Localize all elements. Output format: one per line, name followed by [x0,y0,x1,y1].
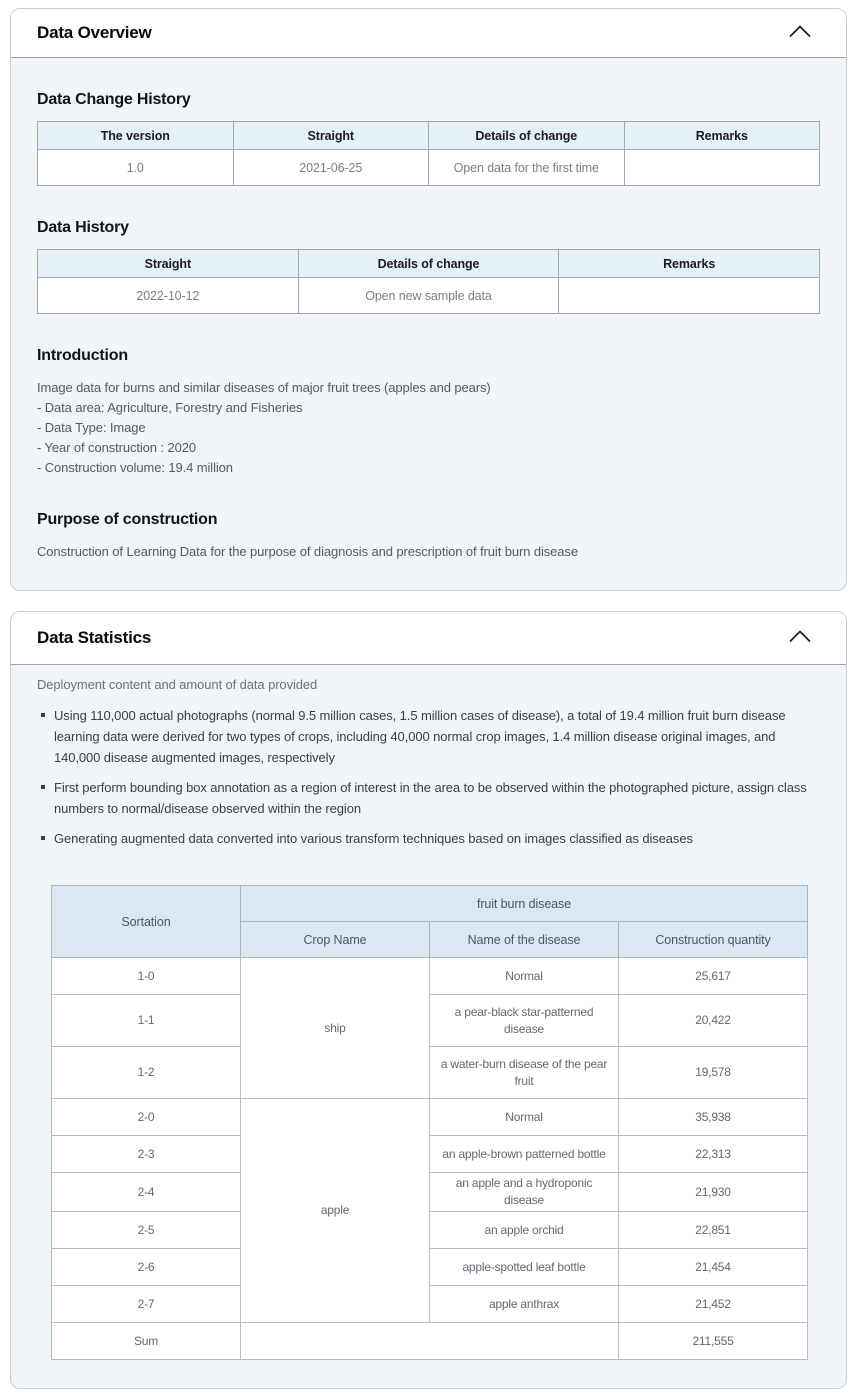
quantity-cell: 25,617 [619,958,808,995]
statistics-group-header-row [52,886,808,922]
sum-quantity-cell: 211,555 [619,1323,808,1360]
sortation-cell: 2-4 [52,1173,241,1212]
sortation-cell: 2-7 [52,1286,241,1323]
disease-cell: a pear-black star-patterned disease [430,995,619,1047]
sortation-cell: 1-0 [52,958,241,995]
statistics-table-wrap [37,858,820,1360]
data-overview-title: Data Overview [37,23,152,42]
purpose-heading: Purpose of construction [37,511,218,528]
intro-line: - Year of construction : 2020 [37,440,196,455]
bullet-item: First perform bounding box annotation as a region of interest in the area to be observed within the photographed picture, assign class numbers to normal/disease observed within the region [37,777,820,819]
sortation-cell: 2-6 [52,1249,241,1286]
sum-row [52,1323,808,1360]
table-row [52,1047,808,1099]
intro-line: - Data Type: Image [37,420,146,435]
table-row [52,1136,808,1173]
data-overview-header [11,9,846,58]
column-header: Straight [38,250,299,278]
details-cell: Open new sample data [298,278,559,314]
change-history-header-row [38,122,820,150]
group-header-fruit-burn-disease: fruit burn disease [241,886,808,922]
column-header-disease: Name of the disease [430,922,619,958]
table-row [38,278,820,314]
column-header-sortation: Sortation [52,886,241,958]
statistics-subtitle: Deployment content and amount of data provided [37,677,318,692]
disease-cell: an apple orchid [430,1212,619,1249]
intro-line: - Data area: Agriculture, Forestry and Fisheries [37,400,303,415]
statistics-bullet-list [37,705,820,849]
table-row [52,1286,808,1323]
remarks-cell [624,150,820,186]
column-header-crop: Crop Name [241,922,430,958]
purpose-text: Construction of Learning Data for the purpose of diagnosis and prescription of fruit burn disease [37,544,578,559]
data-statistics-body [11,665,846,1388]
crop-cell: apple [241,1099,430,1323]
data-statistics-collapse-button[interactable] [784,626,816,650]
column-header: Straight [233,122,429,150]
disease-cell: apple anthrax [430,1286,619,1323]
bullet-item: Generating augmented data converted into various transform techniques based on images classified as diseases [37,828,820,849]
data-history-header-row [38,250,820,278]
disease-cell: an apple-brown patterned bottle [430,1136,619,1173]
remarks-cell [559,278,820,314]
sortation-cell: 2-5 [52,1212,241,1249]
details-cell: Open data for the first time [429,150,625,186]
quantity-cell: 22,313 [619,1136,808,1173]
version-cell: 1.0 [38,150,234,186]
table-row [38,150,820,186]
column-header: Remarks [559,250,820,278]
quantity-cell: 22,851 [619,1212,808,1249]
statistics-table [51,885,808,1360]
column-header-quantity: Construction quantity [619,922,808,958]
data-statistics-header [11,612,846,665]
data-history-heading: Data History [37,219,129,236]
disease-cell: Normal [430,1099,619,1136]
bullet-item: Using 110,000 actual photographs (normal 9.5 million cases, 1.5 million cases of disease), a total of 19.4 million fruit burn disease learning data were derived for two types of crops, including 40,000 normal crop images, 1.4 million disease original images, and 140,000 disease augmented images, respectively [37,705,820,768]
sortation-cell: 1-2 [52,1047,241,1099]
disease-cell: an apple and a hydroponic disease [430,1173,619,1212]
table-row [52,1249,808,1286]
chevron-up-icon [788,630,812,646]
column-header: Details of change [429,122,625,150]
disease-cell: Normal [430,958,619,995]
data-history-table [37,249,820,314]
sortation-cell: 2-3 [52,1136,241,1173]
crop-cell: ship [241,958,430,1099]
change-history-table [37,121,820,186]
data-statistics-panel [10,611,847,1389]
table-row [52,1212,808,1249]
quantity-cell: 20,422 [619,995,808,1047]
quantity-cell: 35,938 [619,1099,808,1136]
table-row [52,958,808,995]
column-header: The version [38,122,234,150]
change-history-heading: Data Change History [37,91,191,108]
sortation-cell: 2-0 [52,1099,241,1136]
column-header: Details of change [298,250,559,278]
sum-label-cell: Sum [52,1323,241,1360]
table-row [52,1173,808,1212]
sum-empty-cell [241,1323,619,1360]
disease-cell: a water-burn disease of the pear fruit [430,1047,619,1099]
disease-cell: apple-spotted leaf bottle [430,1249,619,1286]
date-cell: 2021-06-25 [233,150,429,186]
quantity-cell: 21,930 [619,1173,808,1212]
introduction-text [37,378,820,478]
sortation-cell: 1-1 [52,995,241,1047]
data-overview-panel [10,8,847,591]
quantity-cell: 21,454 [619,1249,808,1286]
data-overview-body [11,58,846,590]
column-header: Remarks [624,122,820,150]
intro-line: - Construction volume: 19.4 million [37,460,233,475]
intro-line: Image data for burns and similar diseases of major fruit trees (apples and pears) [37,380,491,395]
table-row [52,995,808,1047]
quantity-cell: 21,452 [619,1286,808,1323]
chevron-up-icon [788,25,812,41]
data-overview-collapse-button[interactable] [784,21,816,45]
data-statistics-title: Data Statistics [37,628,152,647]
date-cell: 2022-10-12 [38,278,299,314]
introduction-heading: Introduction [37,347,128,364]
table-row [52,1099,808,1136]
quantity-cell: 19,578 [619,1047,808,1099]
